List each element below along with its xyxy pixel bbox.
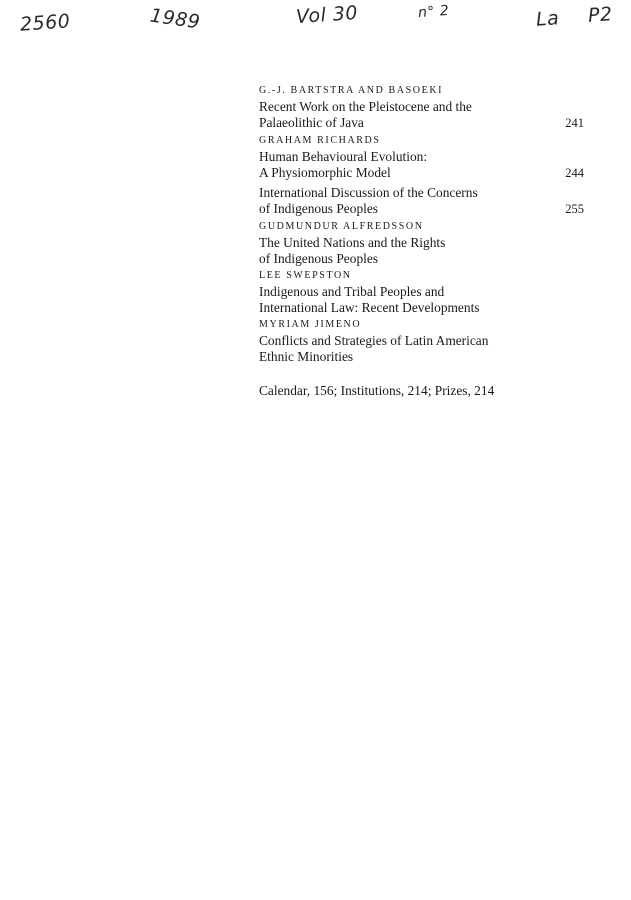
toc-title: A Physiomorphic Model: [259, 164, 391, 180]
toc-title: of Indigenous Peoples: [259, 200, 379, 216]
toc-title: Indigenous and Tribal Peoples and: [259, 284, 445, 299]
toc-title-line: [259, 235, 589, 251]
toc-page-number: 255: [565, 201, 584, 216]
toc-title: Palaeolithic of Java: [259, 114, 364, 130]
toc-title-line: [259, 149, 589, 165]
toc-title-line: [259, 201, 589, 218]
toc-title-line: [259, 300, 589, 316]
toc-page-number: 241: [565, 115, 584, 130]
toc-entry: [259, 84, 589, 131]
toc-footer: Calendar, 156; Institutions, 214; Prizes, 214: [259, 383, 495, 398]
toc-title: Recent Work on the Pleistocene and the: [259, 99, 472, 114]
toc-author: GUDMUNDUR ALFREDSSON: [259, 221, 424, 232]
handwritten-note: La: [535, 7, 560, 31]
handwritten-note: n° 2: [417, 2, 450, 22]
toc-entry: [259, 220, 589, 266]
toc-entry: [259, 134, 589, 181]
handwritten-note: 2560: [19, 10, 72, 36]
toc-entry: [259, 318, 589, 364]
toc-title-line: [259, 165, 589, 182]
toc-title: Ethnic Minorities: [259, 348, 354, 364]
toc-title-line: [259, 251, 589, 267]
toc-title-line: [259, 185, 589, 201]
toc-title-line: [259, 115, 589, 132]
toc-author: GRAHAM RICHARDS: [259, 135, 381, 146]
toc-entry: [259, 269, 589, 315]
toc-title: International Discussion of the Concerns: [259, 185, 478, 200]
toc-title: Conflicts and Strategies of Latin American: [259, 333, 489, 348]
toc-title: Human Behavioural Evolution:: [259, 149, 428, 164]
toc-author: LEE SWEPSTON: [259, 270, 352, 281]
table-of-contents: [259, 84, 589, 367]
toc-title: of Indigenous Peoples: [259, 250, 379, 266]
toc-title: The United Nations and the Rights: [259, 235, 446, 250]
toc-title-line: [259, 99, 589, 115]
toc-page-number: 244: [565, 165, 584, 180]
toc-author: G.-J. BARTSTRA AND BASOEKI: [259, 85, 444, 96]
toc-author: MYRIAM JIMENO: [259, 319, 362, 330]
handwritten-note: 1989: [148, 4, 202, 34]
handwritten-note: P2: [587, 3, 614, 27]
toc-title: International Law: Recent Developments: [259, 299, 480, 315]
toc-title-line: [259, 284, 589, 300]
toc-title-line: [259, 333, 589, 349]
toc-title-line: [259, 349, 589, 365]
handwritten-note: Vol 30: [295, 1, 359, 29]
toc-entry: [259, 185, 589, 217]
